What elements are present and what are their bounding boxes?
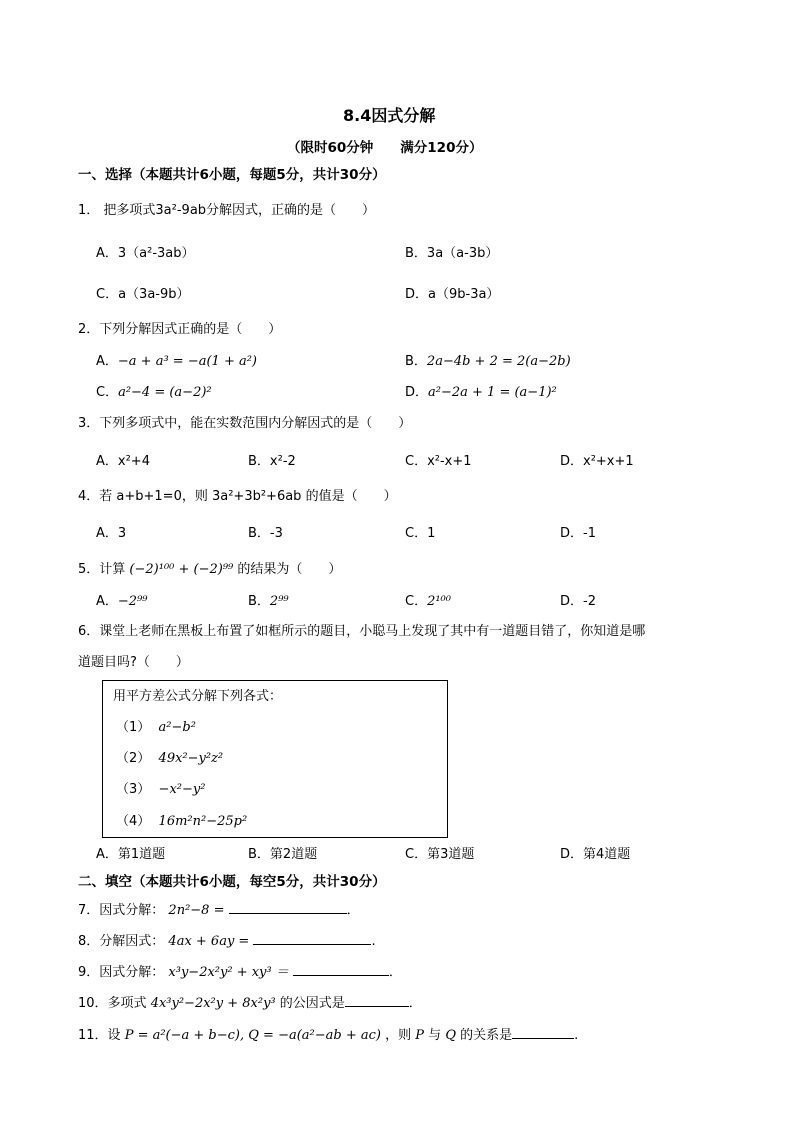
option-label: B．	[405, 354, 427, 369]
math-variable-q: Q	[445, 1028, 456, 1043]
option-label: A．	[96, 354, 118, 369]
question-label: 9．因式分解：	[78, 965, 165, 980]
answer-blank[interactable]	[512, 1026, 574, 1039]
option-label: C．	[96, 385, 119, 400]
answer-blank[interactable]	[253, 932, 371, 945]
page-title: 8.4因式分解	[343, 106, 436, 125]
math-expression: 49x²−y²z²	[158, 751, 224, 766]
question-4-option-c: C．1	[405, 526, 436, 541]
question-9	[78, 963, 402, 981]
question-1-option-d: D．a（9b-3a）	[405, 287, 500, 302]
math-expression: −2⁹⁹	[117, 594, 148, 609]
section-heading-fill-blank: 二、填空（本题共计6小题，每空5分，共计30分）	[78, 874, 386, 890]
option-label: B．	[248, 594, 270, 609]
stem-suffix: 的结果为（ ）	[237, 562, 342, 577]
exercise-box-title: 用平方差公式分解下列各式：	[113, 689, 283, 704]
question-6-option-b: B．第2道题	[248, 847, 318, 862]
question-label: 7．因式分解：	[78, 903, 165, 918]
question-4-option-a: A．3	[96, 526, 127, 541]
question-4-stem: 4．若 a+b+1=0，则 3a²+3b²+6ab 的值是（ ）	[78, 489, 397, 504]
question-8	[78, 932, 376, 950]
question-2-option-b	[405, 354, 571, 370]
exercise-item-number: （3）	[116, 782, 151, 797]
question-3-option-a: A．x²+4	[96, 454, 150, 469]
question-3-option-c: C．x²-x+1	[405, 454, 472, 469]
math-expression: 4x³y²−2x²y + 8x²y³	[150, 996, 276, 1011]
exercise-item	[116, 751, 223, 767]
exercise-item-number: （4）	[116, 814, 151, 829]
exercise-item-number: （1）	[116, 720, 151, 735]
end-mark: ．	[346, 903, 360, 918]
question-5-option-a	[96, 594, 148, 610]
question-7	[78, 901, 360, 919]
end-mark: ．	[408, 996, 422, 1011]
math-expression: 16m²n²−25p²	[158, 814, 248, 829]
math-expression: P = a²(−a + b−c), Q = −a(a²−ab + ac)	[124, 1028, 381, 1043]
question-2-option-a	[96, 354, 257, 370]
question-label: 8．分解因式：	[78, 934, 165, 949]
question-5-option-c	[405, 594, 451, 610]
question-6-stem-line-1: 6．课堂上老师在黑板上布置了如框所示的题目，小聪马上发现了其中有一道题目错了，你知道是哪	[78, 624, 646, 639]
question-5-option-b	[248, 594, 289, 610]
question-3-option-d: D．x²+x+1	[560, 454, 634, 469]
stem-prefix: 5．计算	[78, 562, 126, 577]
question-10	[78, 994, 422, 1012]
exercise-item-number: （2）	[116, 751, 151, 766]
math-expression: a²−4 = (a−2)²	[118, 385, 212, 400]
math-expression: 2n²−8 =	[168, 903, 225, 918]
question-label: 11．设	[78, 1028, 121, 1043]
answer-blank[interactable]	[293, 963, 389, 976]
math-expression: −x²−y²	[158, 782, 206, 797]
question-6-option-d: D．第4道题	[560, 847, 631, 862]
question-suffix: 的关系是	[460, 1028, 513, 1043]
question-1-stem: 1． 把多项式3a²-9ab分解因式，正确的是（ ）	[78, 203, 376, 218]
answer-blank[interactable]	[229, 901, 347, 914]
question-11	[78, 1026, 578, 1044]
question-6-option-a: A．第1道题	[96, 847, 166, 862]
math-expression: 2⁹⁹	[269, 594, 289, 609]
math-expression: a²−2a + 1 = (a−1)²	[428, 385, 557, 400]
question-1-option-b: B．3a（a-3b）	[405, 246, 499, 261]
question-mid: ，则	[385, 1028, 412, 1043]
option-label: A．	[96, 594, 118, 609]
question-4-option-d: D．-1	[560, 526, 596, 541]
option-label: D．	[405, 385, 429, 400]
question-6-stem-line-2: 道题目吗?（ ）	[78, 655, 189, 670]
question-2-stem: 2．下列分解因式正确的是（ ）	[78, 322, 282, 337]
option-label: C．	[405, 594, 428, 609]
question-with: 与	[428, 1028, 442, 1043]
math-expression: 2¹⁰⁰	[427, 594, 451, 609]
question-1-option-a: A．3（a²-3ab）	[96, 246, 195, 261]
exercise-item	[116, 720, 196, 736]
question-2-option-d	[405, 385, 557, 401]
math-expression: a²−b²	[158, 720, 196, 735]
question-6-option-c: C．第3道题	[405, 847, 475, 862]
exercise-item	[116, 782, 205, 798]
answer-blank[interactable]	[345, 994, 409, 1007]
end-mark: .	[574, 1028, 579, 1043]
math-expression: 2a−4b + 2 = 2(a−2b)	[426, 354, 571, 369]
question-5-option-d: D．-2	[560, 594, 596, 609]
question-3-option-b: B．x²-2	[248, 454, 296, 469]
question-2-option-c	[96, 385, 212, 401]
end-mark: ．	[388, 965, 402, 980]
section-heading-choice: 一、选择（本题共计6小题，每题5分，共计30分）	[78, 167, 386, 183]
question-label: 10．多项式	[78, 996, 147, 1011]
question-1-option-c: C．a（3a-9b）	[96, 287, 190, 302]
math-variable-p: P	[415, 1028, 425, 1043]
question-5-stem	[78, 562, 341, 578]
exercise-item	[116, 814, 247, 830]
math-expression: (−2)¹⁰⁰ + (−2)⁹⁹	[129, 562, 234, 577]
question-3-stem: 3．下列多项式中，能在实数范围内分解因式的是（ ）	[78, 416, 412, 431]
math-expression: x³y−2x²y² + xy³ ＝	[168, 965, 289, 980]
end-mark: .	[371, 934, 376, 949]
math-expression: 4ax + 6ay =	[168, 934, 250, 949]
question-4-option-b: B．-3	[248, 526, 283, 541]
page-subtitle: （限时60分钟 满分120分）	[287, 140, 483, 156]
math-expression: −a + a³ = −a(1 + a²)	[117, 354, 258, 369]
question-suffix: 的公因式是	[279, 996, 345, 1011]
